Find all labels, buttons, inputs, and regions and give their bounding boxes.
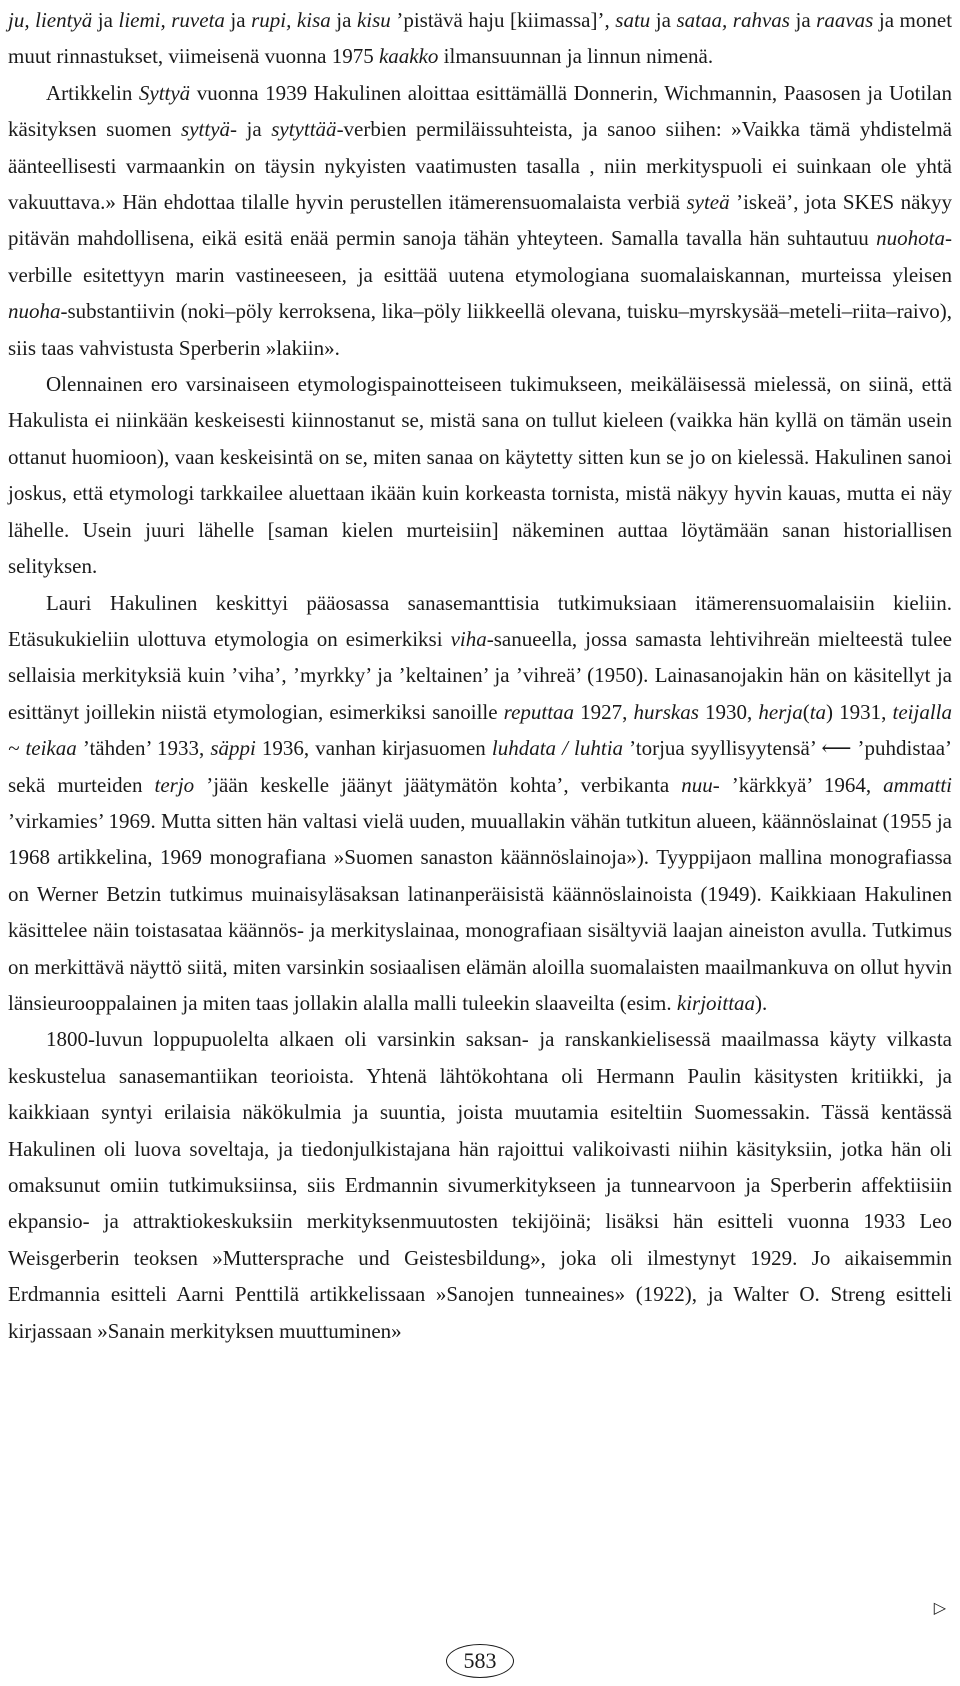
italic-term: kisu	[356, 8, 391, 32]
italic-term: kirjoittaa	[676, 990, 756, 1015]
italic-term: liemi, ruveta	[118, 8, 225, 32]
text-run: 1936, vanhan kirjasuomen	[255, 736, 492, 761]
text-run: ).	[755, 990, 768, 1015]
text-run: ja	[92, 8, 119, 32]
text-run: 1927,	[574, 699, 634, 724]
italic-term: nuohota	[876, 226, 945, 251]
italic-term: ammatti	[883, 772, 953, 797]
italic-term: Syttyä	[138, 80, 191, 105]
italic-term: rupi, kisa	[251, 8, 331, 32]
italic-term: syteä	[686, 190, 730, 215]
italic-term: terjo	[154, 772, 195, 797]
text-run: ’kärkkyä’ 1964,	[719, 772, 884, 797]
text-run: Lauri Hakulinen keskittyi pääosassa sanasemanttisia tutkimuksiaan itämerensuomalaisiin kieliin. Etäsukukieliin ulottuva etymologia on esimerkiksi	[8, 590, 952, 651]
italic-term: ju, lientyä	[8, 8, 93, 32]
italic-term: ta	[809, 699, 827, 724]
text-run: ) 1931,	[826, 699, 893, 724]
paragraph	[8, 1021, 952, 1349]
text-run: -sanueella, jossa samasta lehtivihreän mielteestä tulee sellaisia merkityksiä kuin ’viha’, ’myrkky’ ja ’keltainen’ ja ’vihreä’ (1950). Lainasanojakin hän on käsitellyt ja esittänyt joillekin niistä etymologian, esimerkiksi sanoille	[8, 626, 953, 724]
text-run: ja	[330, 8, 357, 32]
italic-term: viha	[450, 626, 487, 651]
text-run: ’iskeä’, jota SKES näkyy pitävän mahdollisena, eikä esitä enää permin sanoja tähän yhteyteen. Samalla tavalla hän suhtautuu	[8, 190, 952, 251]
italic-term: teijalla ~ teikaa	[8, 699, 953, 761]
text-run: Artikkelin	[46, 80, 139, 105]
italic-term: reputtaa	[503, 699, 575, 724]
text-run: -verbien permiläissuhteista, ja sanoo siihen: »Vaikka tämä yhdistelmä äänteellisesti varmaankin on täysin nykyisten vaatimusten tasalla , niin merkityspuoli ei suinkaan ole yhtä vakuuttava.» Hän ehdottaa tilalle hyvin perustellen itämerensuomalaista verbiä	[8, 117, 953, 215]
text-run: ja	[789, 8, 817, 32]
italic-term: luhdata / luhtia	[491, 736, 624, 761]
text-run: -substantiivin (noki–pöly kerroksena, lika–pöly liikkeellä olevana, tuisku–myrskysää–meteli–riita–raivo), siis taas vahvistusta Sperberin »lakiin».	[8, 299, 952, 360]
italic-term: säppi	[210, 736, 256, 761]
text-run: ja	[650, 8, 677, 32]
italic-term: syttyä-	[181, 117, 238, 142]
paragraph	[8, 585, 952, 1022]
italic-term: satu	[615, 8, 651, 32]
page-number: 583	[446, 1644, 514, 1678]
text-run: ’pistävä haju [kiimassa]’,	[390, 8, 616, 32]
text-run: ja	[237, 117, 272, 142]
text-run: 1930,	[698, 699, 759, 724]
italic-term: raavas	[816, 8, 874, 32]
italic-term: kaakko	[378, 44, 439, 69]
italic-term: sytyttää	[271, 117, 337, 142]
italic-term: nuu-	[681, 772, 720, 797]
paragraph	[8, 2, 952, 75]
text-run: ’virkamies’ 1969. Mutta sitten hän valtasi vielä uuden, muuallakin vähän tutkitun alueen, käännöslainat (1955 ja 1968 artikkelina, 1969 monografiana »Suomen sanaston käännöslainoja»). Tyyppijaon mallina monografiassa on Werner Betzin tutkimus muinaisyläsaksan latinanperäisistä käännöslainoista (1949). Kaikkiaan Hakulinen käsittelee näin toistasataa käännös- ja merkityslainaa, monografiaan sisältyviä laajan aineiston avulla. Tutkimus on merkittävä näyttö siitä, miten varsinkin sosiaalisen elämän aloilla suomalaisten maailmankuva on ollut hyvin länsieurooppalainen ja miten taas jollakin alalla malli tuleekin slaaveilta (esim.	[8, 808, 952, 1015]
text-run: -verbille esitettyyn marin vastineeseen, ja esittää uutena etymologiana suomalaiskannan, murteissa yleisen	[8, 226, 952, 287]
text-run: 1800-luvun loppupuolelta alkaen oli varsinkin saksan- ja ranskankielisessä maailmassa käyty vilkasta keskustelua sanasemantiikan teorioista. Yhtenä lähtökohtana oli Hermann Paulin käsitysten kritiikki, ja kaikkiaan syntyi erilaisia näkökulmia ja suuntia, joista muutamia esiteltiin Suomessakin. Tässä kentässä Hakulinen oli luova soveltaja, ja tiedonjulkistajana hän rajoittui valikoivasti niihin käsityksiin, jotka hän oli omaksunut omiin tutkimuksiinsa, siis Erdmannin sivumerkitykseen ja tunnearvoon ja Sperberin affektiisiin ekpansio- ja attraktiokeskuksiin merkityksenmuutosten tekijöinä; lisäksi hän esitteli vuonna 1933 Leo Weisgerberin teoksen »Muttersprache und Geistesbildung», joka oli ilmestynyt 1929. Jo aikaisemmin Erdmannia esitteli Aarni Penttilä artikkelissaan »Sanojen tunneaines» (1922), ja Walter O. Streng esitteli kirjassaan »Sanain merkityksen muuttuminen»	[8, 1027, 952, 1343]
document-body	[8, 2, 952, 1349]
text-run: (	[802, 699, 810, 724]
text-run: ’torjua syyllisyytensä’ ⟵ ’puhdistaa’ sekä murteiden	[8, 736, 953, 797]
text-run: vuonna 1939 Hakulinen aloittaa esittämällä Donnerin, Wichmannin, Paasosen ja Uotilan käsityksen suomen	[8, 80, 952, 142]
italic-term: hurskas	[633, 699, 699, 724]
paragraph	[8, 75, 952, 366]
text-run: ja	[224, 8, 252, 32]
text-run: Olennainen ero varsinaiseen etymologispainotteiseen tukimukseen, meikäläisessä mielessä, on siinä, että Hakulista ei niinkään keskeisesti kiinnostanut se, mistä sana on tullut kieleen (vaikka hän kyllä on tämän usein ottanut huomioon), vaan keskeisintä on se, miten sanaa on käytetty sitten kun se jo on kielessä. Hakulinen sanoi joskus, että etymologi tarkkailee aluettaan ikään kuin korkeasta tornista, mistä näkyy hyvin kauas, mutta ei näy lähelle. Usein juuri lähelle [saman kielen murteisiin] näkeminen auttaa löytämään sanan historiallisen selityksen.	[8, 372, 952, 579]
italic-term: sataa, rahvas	[676, 8, 790, 32]
italic-term: nuoha	[8, 299, 61, 324]
continuation-arrow-icon: ▷	[933, 1598, 946, 1617]
text-run: ja monet muut rinnastukset, viimeisenä vuonna 1975	[8, 8, 953, 69]
text-run: ’tähden’ 1933,	[76, 736, 211, 761]
italic-term: herja	[758, 699, 803, 724]
text-run: ilmansuunnan ja linnun nimenä.	[438, 44, 714, 69]
text-run: ’jään keskelle jäänyt jäätymätön kohta’, verbikanta	[194, 772, 682, 797]
paragraph	[8, 366, 952, 584]
